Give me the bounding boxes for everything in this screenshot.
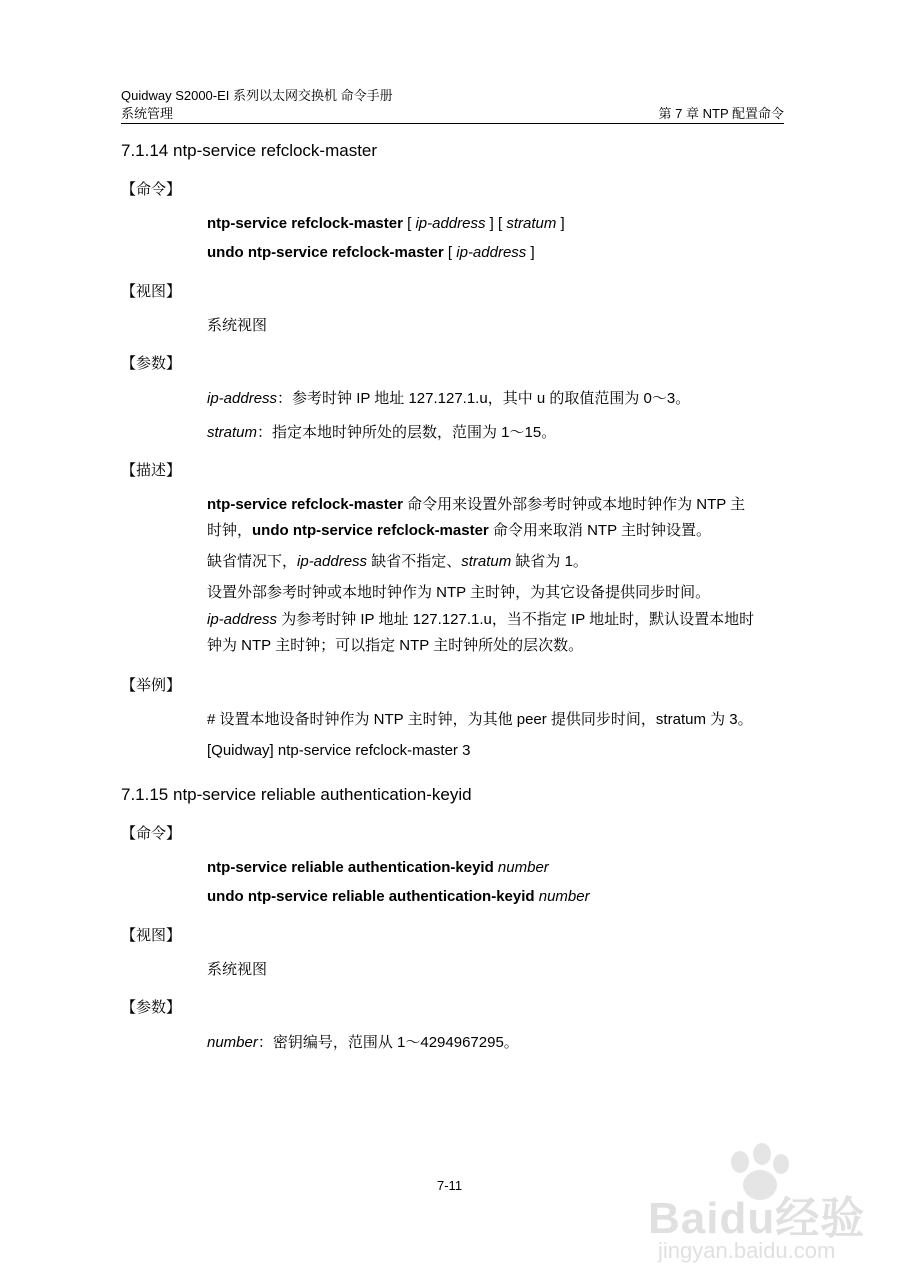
page-number: 7-11 (437, 1178, 463, 1193)
desc-detail-line-1: 设置外部参考时钟或本地时钟作为 NTP 主时钟，为其它设备提供同步时间。 (207, 584, 711, 601)
desc-text: 命令用来取消 NTP 主时钟设置。 (488, 522, 711, 539)
command-arg: ip-address (415, 215, 486, 232)
watermark-url: jingyan.baidu.com (658, 1238, 836, 1263)
section-title-7-1-15: 7.1.15 ntp-service reliable authentication-keyid (121, 785, 472, 804)
command-bracket: [ (402, 215, 416, 232)
header-title: Quidway S2000-EI 系列以太网交换机 命令手册 (121, 88, 393, 103)
desc-text: 缺省情况下， (207, 553, 298, 570)
command-bracket: ] (556, 215, 565, 232)
command-arg: ip-address (456, 244, 527, 261)
desc-detail-line-2 (207, 610, 754, 630)
view-text: 系统视图 (207, 317, 268, 334)
desc-text: 命令用来设置外部参考时钟或本地时钟作为 NTP 主 (402, 496, 746, 513)
desc-tag: 【描述】 (121, 462, 182, 479)
command-keyword: undo ntp-service refclock-master (207, 244, 444, 261)
desc-detail-line-3: 钟为 NTP 主时钟；可以指定 NTP 主时钟所处的层次数。 (207, 637, 584, 654)
param-tag: 【参数】 (121, 999, 182, 1016)
param-desc: ：密钥编号，范围从 1～4294967295。 (257, 1034, 519, 1051)
desc-line-2 (207, 521, 711, 541)
example-command: [Quidway] ntp-service refclock-master 3 (207, 742, 471, 759)
desc-text: 时钟， (207, 522, 253, 539)
param-ip-address (207, 389, 690, 409)
desc-keyword: ntp-service refclock-master (207, 496, 403, 513)
command-arg: number (493, 859, 549, 876)
command-arg: stratum (506, 215, 557, 232)
command-keyword: ntp-service refclock-master (207, 215, 403, 232)
undo-command-line (207, 243, 535, 263)
command-arg: number (534, 888, 590, 905)
header-rule (121, 123, 784, 124)
view-text: 系统视图 (207, 961, 268, 978)
param-stratum (207, 423, 556, 443)
param-name: stratum (207, 424, 258, 441)
desc-text: 缺省不指定、 (367, 553, 462, 570)
param-name: ip-address (207, 390, 278, 407)
param-tag: 【参数】 (121, 355, 182, 372)
desc-arg: ip-address (207, 611, 278, 628)
command-bracket: ] (526, 244, 535, 261)
desc-keyword: undo ntp-service refclock-master (252, 522, 489, 539)
desc-line-1 (207, 495, 745, 515)
desc-text: 缺省为 1。 (511, 553, 588, 570)
header-section: 系统管理 (121, 106, 174, 121)
command-line (207, 214, 565, 234)
param-desc: ：指定本地时钟所处的层数，范围为 1～15。 (257, 424, 557, 441)
command-tag: 【命令】 (121, 825, 182, 842)
undo-command-line (207, 887, 590, 907)
command-tag: 【命令】 (121, 181, 182, 198)
baidu-watermark (640, 1140, 870, 1270)
desc-arg: stratum (461, 553, 512, 570)
desc-text: 为参考时钟 IP 地址 127.127.1.u，当不指定 IP 地址时，默认设置本地时 (277, 611, 755, 628)
desc-arg: ip-address (297, 553, 368, 570)
command-bracket: ] [ (485, 215, 507, 232)
param-number (207, 1033, 519, 1053)
desc-default (207, 552, 588, 572)
section-title-7-1-14: 7.1.14 ntp-service refclock-master (121, 141, 378, 160)
command-line (207, 858, 549, 878)
command-bracket: [ (443, 244, 457, 261)
watermark-logo: Baidu经验 (648, 1194, 866, 1243)
param-name: number (207, 1034, 258, 1051)
header-chapter: 第 7 章 NTP 配置命令 (658, 106, 784, 121)
example-tag: 【举例】 (121, 677, 182, 694)
example-comment: # 设置本地设备时钟作为 NTP 主时钟，为其他 peer 提供同步时间，stratum 为 3。 (207, 711, 753, 728)
view-tag: 【视图】 (121, 283, 182, 300)
command-keyword: ntp-service reliable authentication-keyid (207, 859, 494, 876)
command-keyword: undo ntp-service reliable authentication-keyid (207, 888, 535, 905)
param-desc: ：参考时钟 IP 地址 127.127.1.u，其中 u 的取值范围为 0～3。 (277, 390, 691, 407)
view-tag: 【视图】 (121, 927, 182, 944)
